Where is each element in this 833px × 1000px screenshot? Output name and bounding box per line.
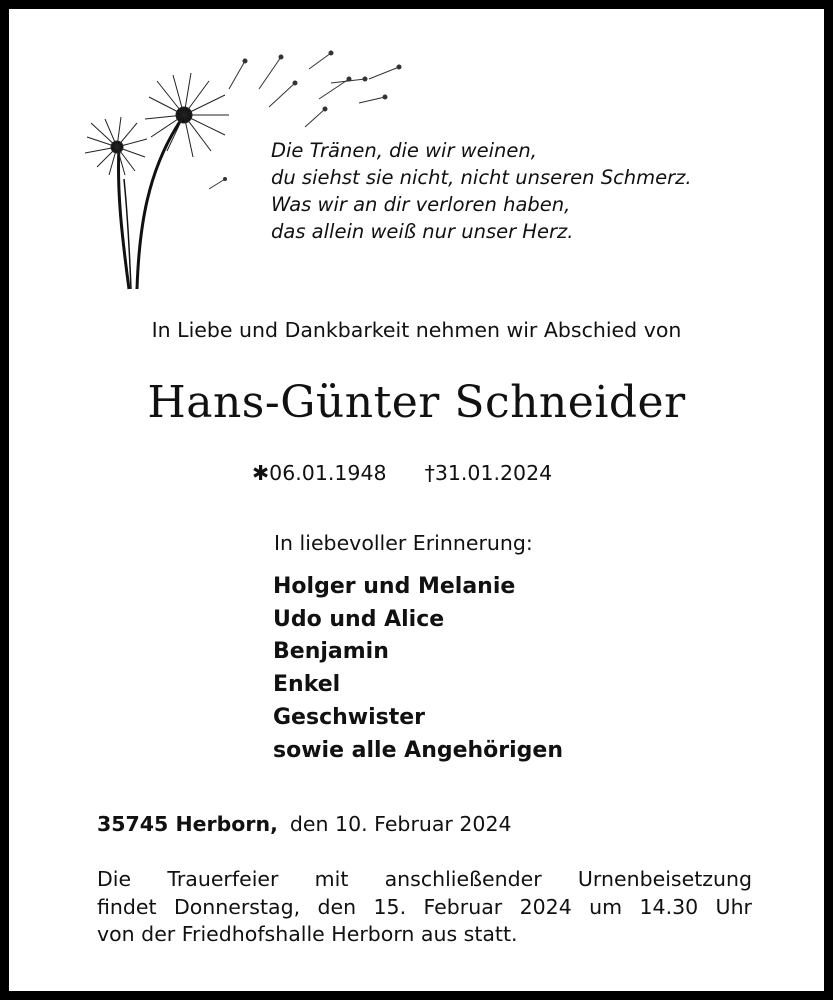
life-dates: [252, 461, 552, 485]
poem: [271, 137, 692, 245]
farewell-intro: In Liebe und Dankbarkeit nehmen wir Abschied von: [151, 318, 682, 342]
memory-heading: In liebevoller Erinnerung:: [274, 531, 533, 555]
poem-line: das allein weiß nur unser Herz.: [271, 220, 574, 243]
ceremony-line: findet Donnerstag, den 15. Februar 2024 um 14.30 Uhr: [97, 894, 752, 919]
notice-date: den 10. Februar 2024: [289, 812, 512, 836]
death-date: †31.01.2024: [424, 461, 553, 485]
place-and-date: [97, 812, 512, 836]
poem-line: Die Tränen, die wir weinen,: [271, 139, 537, 162]
poem-line: du siehst sie nicht, nicht unseren Schmerz.: [271, 166, 692, 189]
mourner: Holger und Melanie: [273, 574, 516, 599]
place-city: 35745 Herborn,: [97, 812, 278, 836]
ceremony-info: [97, 866, 752, 949]
ceremony-line: von der Friedhofshalle Herborn aus statt.: [97, 922, 518, 946]
mourner: sowie alle Angehörigen: [273, 737, 564, 763]
mourners-list: [273, 571, 563, 767]
mourner: Enkel: [273, 672, 341, 698]
ceremony-line: Die Trauerfeier mit anschließender Urnenbeisetzung: [97, 867, 752, 891]
obituary-notice: [9, 9, 824, 991]
mourner: Udo und Alice: [273, 606, 445, 632]
birth-date: ✱06.01.1948: [252, 461, 387, 485]
mourner: Geschwister: [273, 704, 426, 730]
mourner: Benjamin: [273, 639, 389, 665]
deceased-name: Hans-Günter Schneider: [147, 377, 686, 428]
poem-line: Was wir an dir verloren haben,: [271, 193, 571, 216]
